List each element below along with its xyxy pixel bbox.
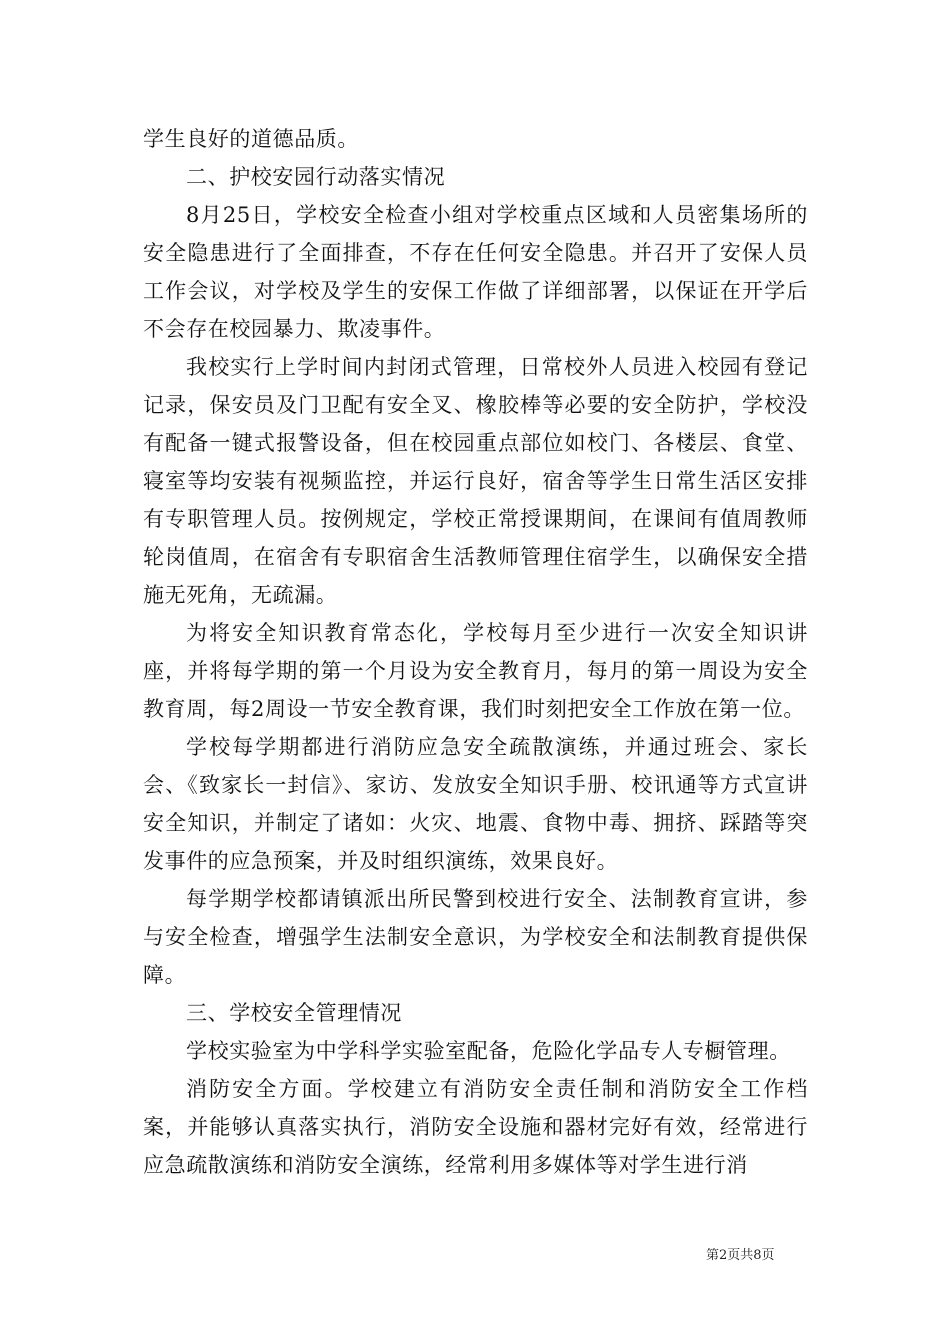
page-number-footer: 第2页共8页 (706, 1248, 775, 1263)
paragraph: 每学期学校都请镇派出所民警到校进行安全、法制教育宣讲，参与安全检查，增强学生法制安全意识，为学校安全和法制教育提供保障。 (143, 887, 808, 987)
paragraph: 我校实行上学时间内封闭式管理，日常校外人员进入校园有登记记录，保安员及门卫配有安全叉、橡胶棒等必要的安全防护，学校没有配备一键式报警设备，但在校园重点部位如校门、各楼层、食堂、寝室等均安装有视频监控，并运行良好，宿舍等学生日常生活区安排有专职管理人员。按例规定，学校正常授课期间，在课间有值周教师轮岗值周，在宿舍有专职宿舍生活教师管理住宿学生，以确保安全措施无死角，无疏漏。 (143, 355, 808, 607)
paragraph: 为将安全知识教育常态化，学校每月至少进行一次安全知识讲座，并将每学期的第一个月设为安全教育月，每月的第一周设为安全教育周，每2周设一节安全教育课，我们时刻把安全工作放在第一位。 (143, 621, 808, 721)
paragraph: 学校实验室为中学科学实验室配备，危险化学品专人专橱管理。 (186, 1039, 791, 1063)
paragraph-continuation: 学生良好的道德品质。 (143, 127, 359, 151)
paragraph: 8月25日，学校安全检查小组对学校重点区域和人员密集场所的安全隐患进行了全面排查，不存在任何安全隐患。并召开了安保人员工作会议，对学校及学生的安保工作做了详细部署，以保证在开学后不会存在校园暴力、欺凌事件。 (143, 203, 808, 341)
paragraph: 消防安全方面。学校建立有消防安全责任制和消防安全工作档案，并能够认真落实执行，消防安全设施和器材完好有效，经常进行应急疏散演练和消防安全演练，经常利用多媒体等对学生进行消 (143, 1077, 808, 1177)
section-heading-2: 二、护校安园行动落实情况 (186, 165, 446, 189)
paragraph: 学校每学期都进行消防应急安全疏散演练，并通过班会、家长会、《致家长一封信》、家访、发放安全知识手册、校讯通等方式宣讲安全知识，并制定了诸如：火灾、地震、食物中毒、拥挤、踩踏等突发事件的应急预案，并及时组织演练，效果良好。 (143, 735, 808, 873)
section-heading-3: 三、学校安全管理情况 (186, 1001, 402, 1025)
document-body (143, 120, 808, 1184)
